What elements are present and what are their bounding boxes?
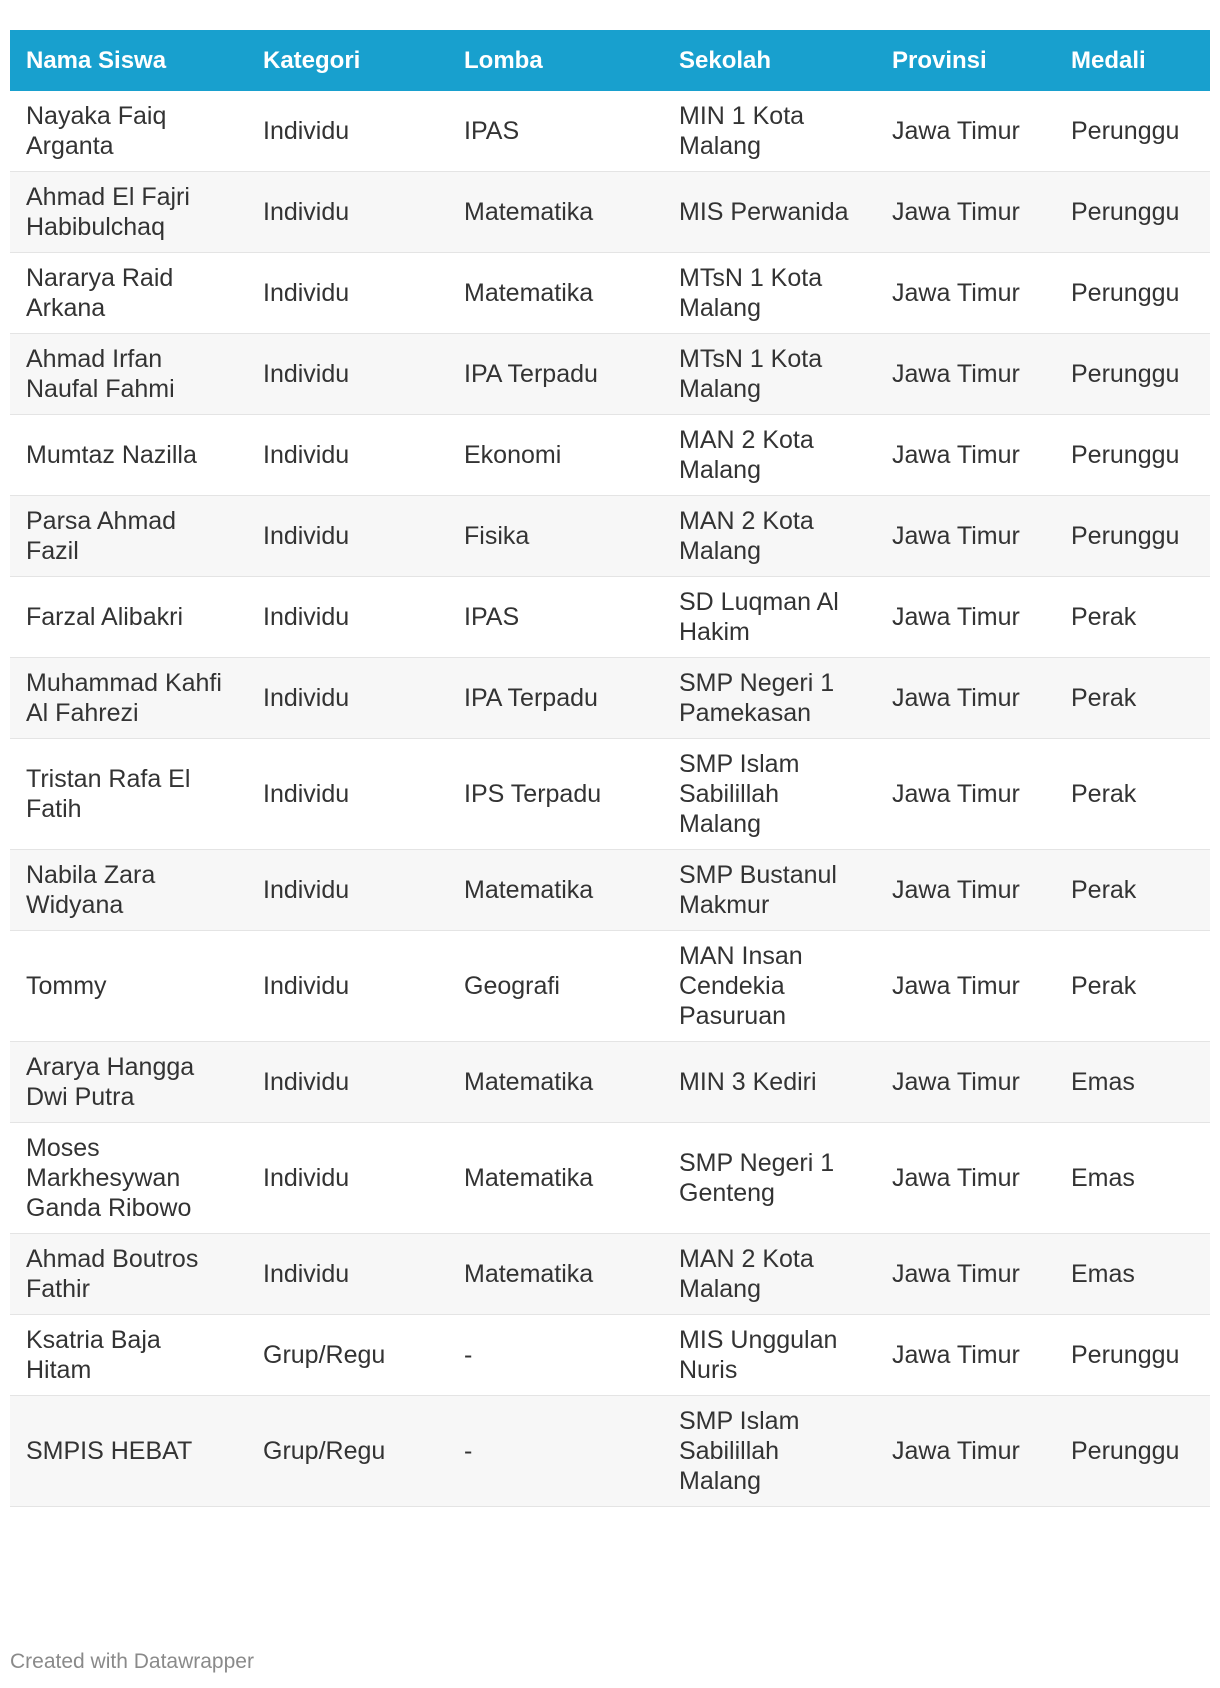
cell-provinsi: Jawa Timur — [892, 1437, 1020, 1465]
results-table-container — [10, 30, 1210, 1507]
cell-sekolah: SMP Negeri 1 Genteng — [679, 1149, 835, 1207]
cell-provinsi: Jawa Timur — [892, 1341, 1020, 1369]
cell-provinsi: Jawa Timur — [892, 279, 1020, 307]
cell-lomba: Matematika — [464, 1068, 594, 1096]
cell-provinsi: Jawa Timur — [892, 876, 1020, 904]
cell-kategori: Individu — [263, 1164, 350, 1192]
cell-nama-siswa: Parsa Ahmad Fazil — [26, 507, 177, 565]
header-kategori[interactable]: Kategori — [263, 46, 361, 74]
cell-lomba: IPAS — [464, 117, 520, 145]
cell-lomba: Matematika — [464, 1164, 594, 1192]
cell-kategori: Individu — [263, 876, 350, 904]
cell-provinsi: Jawa Timur — [892, 117, 1020, 145]
cell-nama-siswa: Ararya Hangga Dwi Putra — [26, 1053, 195, 1111]
cell-nama-siswa: Mumtaz Nazilla — [26, 441, 197, 469]
cell-lomba: Geografi — [464, 972, 560, 1000]
table-row — [10, 334, 1210, 415]
table-header — [10, 30, 1210, 91]
cell-medali: Emas — [1071, 1068, 1135, 1096]
cell-sekolah: MIN 3 Kediri — [679, 1068, 817, 1096]
cell-sekolah: MAN 2 Kota Malang — [679, 426, 814, 484]
cell-lomba: IPAS — [464, 603, 520, 631]
cell-nama-siswa: Nayaka Faiq Arganta — [26, 102, 167, 160]
cell-nama-siswa: Ksatria Baja Hitam — [26, 1326, 161, 1384]
table-row — [10, 1234, 1210, 1315]
table-row — [10, 658, 1210, 739]
cell-sekolah: SD Luqman Al Hakim — [679, 588, 839, 646]
cell-medali: Perak — [1071, 972, 1137, 1000]
cell-lomba: - — [464, 1437, 473, 1465]
cell-sekolah: MTsN 1 Kota Malang — [679, 345, 823, 403]
header-row — [10, 30, 1210, 91]
cell-provinsi: Jawa Timur — [892, 780, 1020, 808]
table-row — [10, 1123, 1210, 1234]
table-row — [10, 91, 1210, 172]
cell-provinsi: Jawa Timur — [892, 1164, 1020, 1192]
cell-provinsi: Jawa Timur — [892, 441, 1020, 469]
results-table — [10, 30, 1210, 1507]
table-row — [10, 253, 1210, 334]
cell-lomba: Matematika — [464, 1260, 594, 1288]
header-medali[interactable]: Medali — [1071, 46, 1146, 74]
table-row — [10, 1396, 1210, 1507]
cell-provinsi: Jawa Timur — [892, 1260, 1020, 1288]
cell-nama-siswa: Muhammad Kahfi Al Fahrezi — [26, 669, 222, 727]
header-lomba[interactable]: Lomba — [464, 46, 543, 74]
cell-nama-siswa: Nararya Raid Arkana — [26, 264, 174, 322]
cell-kategori: Individu — [263, 117, 350, 145]
cell-medali: Emas — [1071, 1260, 1135, 1288]
cell-sekolah: MAN 2 Kota Malang — [679, 1245, 814, 1303]
cell-provinsi: Jawa Timur — [892, 1068, 1020, 1096]
cell-kategori: Individu — [263, 1068, 350, 1096]
cell-lomba: Matematika — [464, 876, 594, 904]
cell-provinsi: Jawa Timur — [892, 972, 1020, 1000]
cell-nama-siswa: Nabila Zara Widyana — [26, 861, 156, 919]
cell-sekolah: MIS Perwanida — [679, 198, 849, 226]
cell-medali: Perak — [1071, 780, 1137, 808]
cell-kategori: Individu — [263, 360, 350, 388]
cell-kategori: Grup/Regu — [263, 1437, 386, 1465]
cell-medali: Perak — [1071, 876, 1137, 904]
table-row — [10, 1042, 1210, 1123]
cell-nama-siswa: Tristan Rafa El Fatih — [26, 765, 191, 823]
table-row — [10, 172, 1210, 253]
cell-nama-siswa: Farzal Alibakri — [26, 603, 183, 631]
cell-nama-siswa: Ahmad Irfan Naufal Fahmi — [26, 345, 175, 403]
cell-sekolah: SMP Bustanul Makmur — [679, 861, 837, 919]
footer-credit: Created with Datawrapper — [10, 1650, 254, 1673]
cell-sekolah: SMP Negeri 1 Pamekasan — [679, 669, 835, 727]
table-row — [10, 496, 1210, 577]
cell-nama-siswa: Moses Markhesywan Ganda Ribowo — [26, 1134, 192, 1222]
table-row — [10, 739, 1210, 850]
header-sekolah[interactable]: Sekolah — [679, 46, 772, 74]
cell-kategori: Grup/Regu — [263, 1341, 386, 1369]
cell-lomba: Matematika — [464, 279, 594, 307]
cell-medali: Emas — [1071, 1164, 1135, 1192]
header-nama-siswa[interactable]: Nama Siswa — [26, 46, 167, 74]
cell-medali: Perunggu — [1071, 360, 1180, 388]
cell-nama-siswa: Ahmad El Fajri Habibulchaq — [26, 183, 190, 241]
table-row — [10, 850, 1210, 931]
cell-kategori: Individu — [263, 279, 350, 307]
cell-lomba: IPA Terpadu — [464, 684, 598, 712]
cell-sekolah: MIN 1 Kota Malang — [679, 102, 805, 160]
cell-provinsi: Jawa Timur — [892, 684, 1020, 712]
cell-kategori: Individu — [263, 972, 350, 1000]
cell-nama-siswa: SMPIS HEBAT — [26, 1437, 193, 1465]
cell-medali: Perak — [1071, 684, 1137, 712]
cell-medali: Perunggu — [1071, 522, 1180, 550]
cell-sekolah: MTsN 1 Kota Malang — [679, 264, 823, 322]
cell-medali: Perunggu — [1071, 117, 1180, 145]
cell-provinsi: Jawa Timur — [892, 360, 1020, 388]
cell-medali: Perunggu — [1071, 198, 1180, 226]
table-row — [10, 577, 1210, 658]
table-row — [10, 931, 1210, 1042]
cell-kategori: Individu — [263, 198, 350, 226]
cell-kategori: Individu — [263, 1260, 350, 1288]
cell-provinsi: Jawa Timur — [892, 522, 1020, 550]
cell-sekolah: SMP Islam Sabilillah Malang — [679, 1407, 800, 1495]
table-body — [10, 91, 1210, 1507]
cell-lomba: IPS Terpadu — [464, 780, 602, 808]
table-row — [10, 1315, 1210, 1396]
cell-sekolah: MAN Insan Cendekia Pasuruan — [679, 942, 803, 1030]
cell-kategori: Individu — [263, 603, 350, 631]
cell-medali: Perunggu — [1071, 1341, 1180, 1369]
cell-lomba: IPA Terpadu — [464, 360, 598, 388]
cell-sekolah: SMP Islam Sabilillah Malang — [679, 750, 800, 838]
cell-lomba: Matematika — [464, 198, 594, 226]
table-row — [10, 415, 1210, 496]
cell-lomba: Ekonomi — [464, 441, 562, 469]
cell-nama-siswa: Ahmad Boutros Fathir — [26, 1245, 199, 1303]
cell-provinsi: Jawa Timur — [892, 198, 1020, 226]
cell-kategori: Individu — [263, 780, 350, 808]
cell-lomba: Fisika — [464, 522, 530, 550]
cell-medali: Perunggu — [1071, 441, 1180, 469]
cell-sekolah: MAN 2 Kota Malang — [679, 507, 814, 565]
cell-nama-siswa: Tommy — [26, 972, 107, 1000]
cell-medali: Perak — [1071, 603, 1137, 631]
cell-kategori: Individu — [263, 684, 350, 712]
cell-kategori: Individu — [263, 522, 350, 550]
cell-medali: Perunggu — [1071, 279, 1180, 307]
cell-sekolah: MIS Unggulan Nuris — [679, 1326, 838, 1384]
cell-kategori: Individu — [263, 441, 350, 469]
cell-provinsi: Jawa Timur — [892, 603, 1020, 631]
cell-lomba: - — [464, 1341, 473, 1369]
cell-medali: Perunggu — [1071, 1437, 1180, 1465]
header-provinsi[interactable]: Provinsi — [892, 46, 987, 74]
